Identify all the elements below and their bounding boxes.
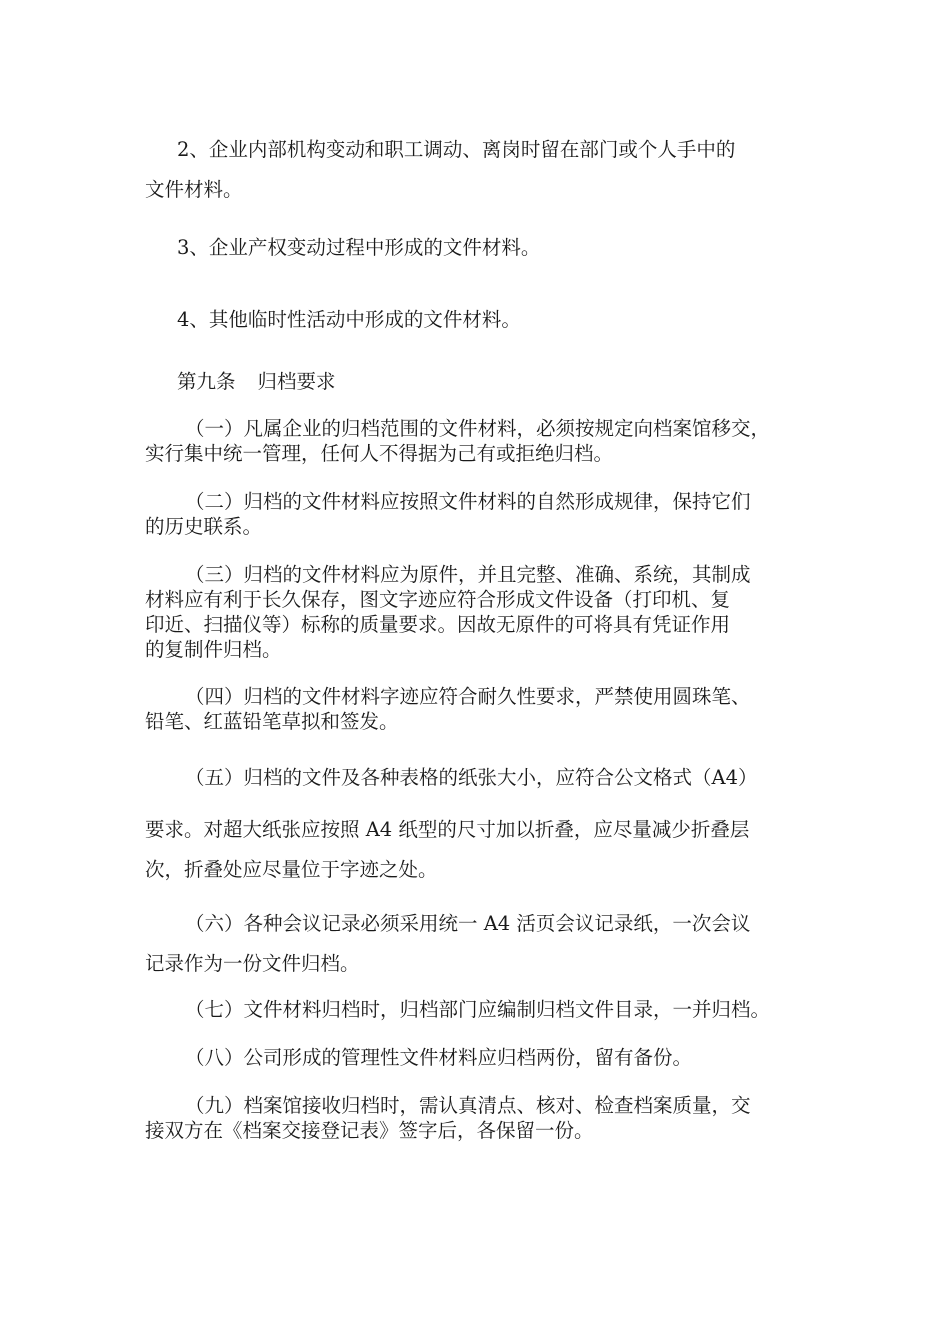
requirement-3 — [145, 562, 815, 662]
article-number: 第九条 — [177, 370, 236, 393]
text-line: （三）归档的文件材料应为原件，并且完整、准确、系统，其制成 — [185, 563, 751, 586]
text-line: （四）归档的文件材料字迹应符合耐久性要求，严禁使用圆珠笔、 — [185, 685, 751, 708]
requirement-7 — [145, 990, 815, 1030]
text-line: （五）归档的文件及各种表格的纸张大小，应符合公文格式（A4） — [185, 766, 758, 789]
text-line: 印近、扫描仪等）标称的质量要求。因故无原件的可将具有凭证作用 — [145, 613, 731, 636]
text-line: （七）文件材料归档时，归档部门应编制归档文件目录，一并归档。 — [185, 998, 771, 1021]
requirement-5 — [145, 758, 815, 890]
text-line: 次，折叠处应尽量位于字迹之处。 — [145, 858, 438, 881]
text-line: 3、企业产权变动过程中形成的文件材料。 — [177, 236, 541, 259]
text-line: 实行集中统一管理，任何人不得据为己有或拒绝归档。 — [145, 442, 614, 465]
text-line: （一）凡属企业的归档范围的文件材料，必须按规定向档案馆移交， — [185, 417, 771, 440]
article-title: 归档要求 — [257, 370, 336, 393]
requirement-1 — [145, 416, 815, 466]
text-line: 文件材料。 — [145, 178, 243, 201]
text-line: 2、企业内部机构变动和职工调动、离岗时留在部门或个人手中的 — [177, 138, 736, 161]
text-line: 材料应有利于长久保存，图文字迹应符合形成文件设备（打印机、复 — [145, 588, 731, 611]
text-line: （六）各种会议记录必须采用统一 A4 活页会议记录纸，一次会议 — [185, 912, 751, 935]
text-line: 的复制件归档。 — [145, 638, 282, 661]
article-heading — [177, 366, 336, 394]
text-line: 铅笔、红蓝铅笔草拟和签发。 — [145, 710, 399, 733]
requirement-9 — [145, 1093, 815, 1143]
requirement-2 — [145, 489, 815, 539]
text-line: （九）档案馆接收归档时，需认真清点、核对、检查档案质量，交 — [185, 1094, 751, 1117]
text-line: 4、其他临时性活动中形成的文件材料。 — [177, 308, 521, 331]
text-line: 要求。对超大纸张应按照 A4 纸型的尺寸加以折叠，应尽量减少折叠层 — [145, 818, 750, 841]
list-item-3 — [145, 228, 815, 268]
text-line: 的历史联系。 — [145, 515, 263, 538]
requirement-6 — [145, 904, 815, 984]
list-item-4 — [145, 300, 815, 340]
list-item-2 — [145, 130, 815, 210]
text-line: 记录作为一份文件归档。 — [145, 952, 360, 975]
requirement-8 — [145, 1038, 815, 1078]
text-line: 接双方在《档案交接登记表》签字后，各保留一份。 — [145, 1119, 594, 1142]
text-line: （二）归档的文件材料应按照文件材料的自然形成规律，保持它们 — [185, 490, 751, 513]
requirement-4 — [145, 684, 815, 734]
text-line: （八）公司形成的管理性文件材料应归档两份，留有备份。 — [185, 1046, 693, 1069]
